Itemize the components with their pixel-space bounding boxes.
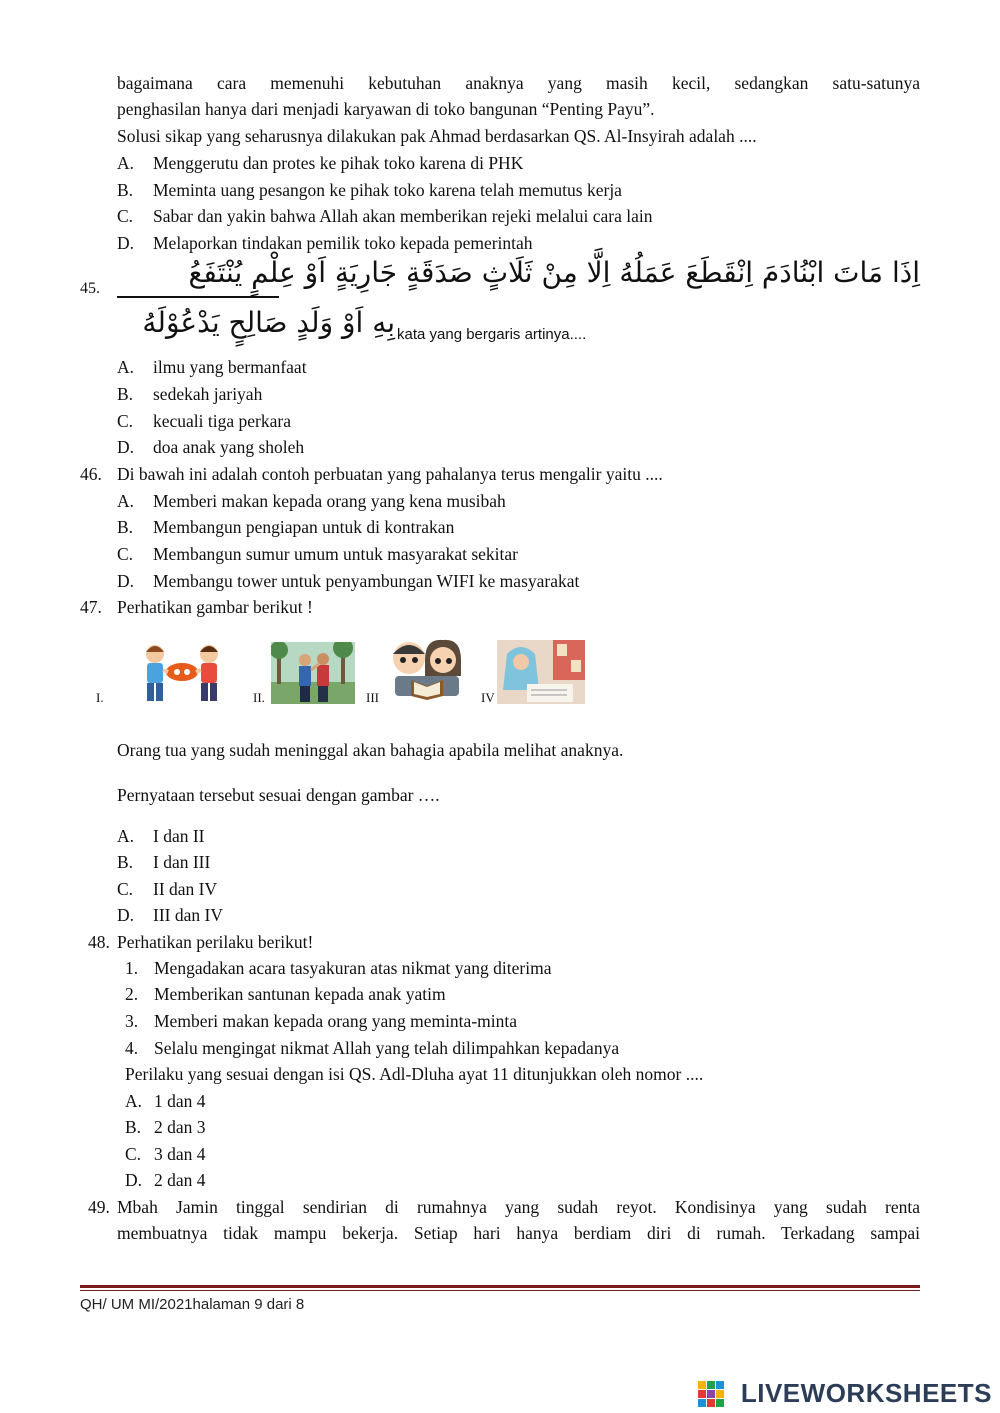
q47-option-b: B. I dan III xyxy=(117,852,211,872)
q45-arabic-line1: اِذَا مَاتَ ابْنُادَمَ اِنْقَطَعَ عَمَلُهُ اِلَّا مِنْ ثَلَاثٍ صَدَقَةٍ جَارِيَةٍ اَوْ عِلْمٍ يُنْتَفَعُ xyxy=(188,256,920,289)
q45-arabic-line2: بِهِ اَوْ وَلَدٍ صَالِحٍ يَدْعُوْلَهُ xyxy=(142,306,395,339)
q48-prompt: Perilaku yang sesuai dengan isi QS. Adl-Dluha ayat 11 ditunjukkan oleh nomor .... xyxy=(125,1064,704,1084)
q47-statement: Orang tua yang sudah meninggal akan bahagia apabila melihat anaknya. xyxy=(117,740,624,760)
q45-option-a: A. ilmu yang bermanfaat xyxy=(117,357,307,377)
picture-2-fighting-boys xyxy=(271,642,355,704)
q46-option-b: B. Membangun pengiapan untuk di kontrakan xyxy=(117,517,455,537)
q47-option-d: D. III dan IV xyxy=(117,905,223,925)
q45-note: kata yang bergaris artinya.... xyxy=(397,326,587,343)
q48-question: Perhatikan perilaku berikut! xyxy=(117,932,314,952)
footer-rule-thin xyxy=(80,1290,920,1291)
picture-1-children-tug-of-war xyxy=(133,640,229,706)
q48-number: 48. xyxy=(88,932,110,952)
intro-option-c: C. Sabar dan yakin bahwa Allah akan memberikan rejeki melalui cara lain xyxy=(117,206,653,226)
intro-line-1: bagaimana cara memenuhi kebutuhan anaknya yang masih kecil, sedangkan satu-satunya xyxy=(117,73,920,93)
q48-option-b: B. 2 dan 3 xyxy=(125,1117,206,1137)
intro-option-d: D. Melaporkan tindakan pemilik toko kepada pemerintah xyxy=(117,233,533,253)
intro-question: Solusi sikap yang seharusnya dilakukan pak Ahmad berdasarkan QS. Al-Insyirah adalah .... xyxy=(117,126,757,146)
q46-option-a: A. Memberi makan kepada orang yang kena musibah xyxy=(117,491,506,511)
q47-option-a: A. I dan II xyxy=(117,826,205,846)
q48-item-3: 3. Memberi makan kepada orang yang meminta-minta xyxy=(125,1011,517,1031)
picture-4-girl-studying xyxy=(497,640,585,704)
q47-question: Perhatikan gambar berikut ! xyxy=(117,597,313,617)
q49-line-1: Mbah Jamin tinggal sendirian di rumahnya yang sudah reyot. Kondisinya yang sudah renta xyxy=(117,1197,920,1217)
q48-item-4: 4. Selalu mengingat nikmat Allah yang telah dilimpahkan kepadanya xyxy=(125,1038,620,1058)
q47-prompt: Pernyataan tersebut sesuai dengan gambar …. xyxy=(117,785,440,805)
q47-number: 47. xyxy=(80,597,102,617)
footer-rule xyxy=(80,1285,920,1288)
picture-label-3: III xyxy=(366,690,379,705)
liveworksheets-logo-icon xyxy=(698,1381,724,1407)
q46-option-c: C. Membangun sumur umum untuk masyarakat sekitar xyxy=(117,544,518,564)
q45-option-d: D. doa anak yang sholeh xyxy=(117,437,305,457)
q45-number: 45. xyxy=(80,280,100,297)
q46-number: 46. xyxy=(80,464,102,484)
q46-question: Di bawah ini adalah contoh perbuatan yang pahalanya terus mengalir yaitu .... xyxy=(117,464,663,484)
page-footer: QH/ UM MI/2021halaman 9 dari 8 xyxy=(80,1296,305,1313)
q48-option-d: D. 2 dan 4 xyxy=(125,1170,206,1190)
picture-label-2: II. xyxy=(253,690,265,705)
picture-label-4: IV xyxy=(481,690,495,705)
q48-item-1: 1. Mengadakan acara tasyakuran atas nikmat yang diterima xyxy=(125,958,552,978)
q48-option-c: C. 3 dan 4 xyxy=(125,1144,206,1164)
intro-option-a: A. Menggerutu dan protes ke pihak toko karena di PHK xyxy=(117,153,524,173)
q45-underline xyxy=(117,296,279,298)
liveworksheets-brand[interactable]: LIVEWORKSHEETS xyxy=(740,1378,992,1408)
q47-option-c: C. II dan IV xyxy=(117,879,218,899)
q48-item-2: 2. Memberikan santunan kepada anak yatim xyxy=(125,984,446,1004)
q45-option-b: B. sedekah jariyah xyxy=(117,384,263,404)
q45-option-c: C. kecuali tiga perkara xyxy=(117,411,291,431)
intro-line-2: penghasilan hanya dari menjadi karyawan di toko bangunan “Penting Payu”. xyxy=(117,99,655,119)
picture-label-1: I. xyxy=(96,690,104,705)
intro-option-b: B. Meminta uang pesangon ke pihak toko karena telah memutus kerja xyxy=(117,180,622,200)
q46-option-d: D. Membangu tower untuk penyambungan WIFI ke masyarakat xyxy=(117,571,580,591)
picture-3-children-reading-quran xyxy=(385,636,469,702)
q49-line-2: membuatnya tidak mampu bekerja. Setiap hari hanya berdiam diri di rumah. Terkadang sampai xyxy=(117,1223,920,1243)
q49-number: 49. xyxy=(88,1197,110,1217)
q48-option-a: A. 1 dan 4 xyxy=(125,1091,206,1111)
